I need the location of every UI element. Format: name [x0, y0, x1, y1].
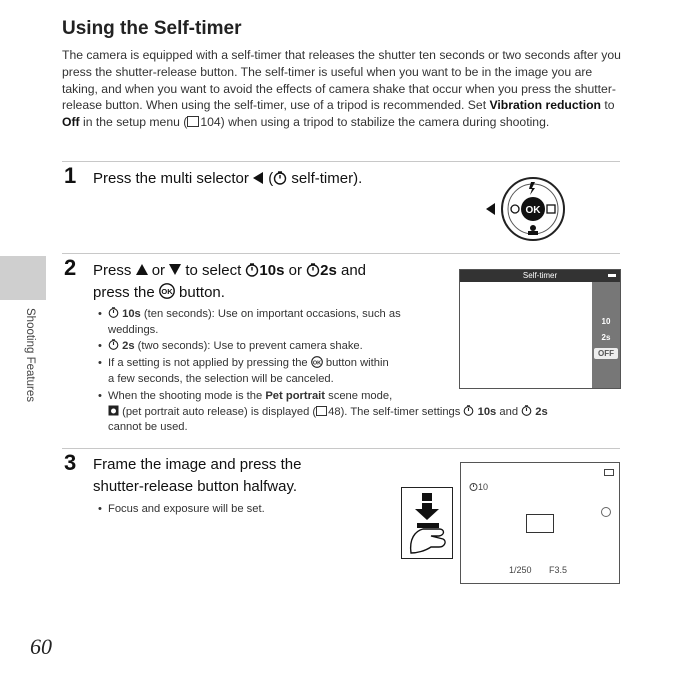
bullet-10s: • 10s (ten seconds): Use on important occasions, such as weddings. — [98, 308, 401, 336]
shutter-speed: 1/250 — [509, 565, 532, 575]
aperture-value: F3.5 — [549, 565, 568, 575]
focus-area-frame — [526, 514, 554, 533]
timer-indicator: 10 — [469, 482, 488, 492]
shooting-screen — [460, 462, 620, 584]
step-number: 2 — [64, 255, 77, 280]
divider — [62, 448, 620, 449]
step-number: 3 — [64, 450, 77, 475]
up-arrow-icon — [136, 264, 148, 275]
page-number: 60 — [30, 634, 52, 659]
shutter-halfpress-icon — [401, 487, 453, 559]
svg-text:OK: OK — [525, 205, 541, 216]
svg-text:OK: OK — [161, 287, 173, 296]
battery-icon — [608, 274, 616, 277]
self-timer-icon — [521, 405, 532, 416]
screen-title: Self-timer — [460, 270, 620, 282]
bullet-pet-portrait: • When the shooting mode is the Pet portrait scene mode, (pet portrait auto release) is displayed ( 48). The self-timer settings 10s and 2s cannot be used. — [98, 390, 548, 433]
book-icon — [316, 406, 327, 416]
self-timer-icon — [108, 339, 119, 350]
option-off: OFF — [594, 348, 618, 359]
self-timer-icon — [306, 263, 320, 277]
self-timer-icon — [245, 263, 259, 277]
self-timer-icon — [469, 482, 478, 491]
ok-button-icon — [311, 356, 323, 368]
bullet-focus: • Focus and exposure will be set. — [98, 503, 265, 515]
divider — [62, 253, 620, 254]
book-icon — [187, 116, 199, 127]
down-arrow-icon — [169, 264, 181, 275]
multi-selector-icon — [486, 176, 582, 244]
step2-text: Press or to select 10s or 2s and press the OK button. — [93, 262, 367, 301]
step1-text: Press the multi selector ( self-timer). — [93, 170, 363, 187]
svg-text:OK: OK — [312, 360, 321, 367]
self-timer-menu — [592, 282, 620, 388]
shake-icon — [601, 507, 611, 517]
option-2s: 2s — [601, 333, 611, 342]
step-number: 1 — [64, 163, 77, 188]
chapter-label: Shooting Features — [24, 308, 36, 402]
ok-button-icon — [159, 283, 175, 299]
self-timer-screen — [459, 269, 621, 389]
step3-text: Frame the image and press the shutter-release button halfway. — [93, 456, 302, 495]
left-arrow-icon — [253, 172, 264, 184]
chapter-tab — [0, 256, 46, 300]
pet-portrait-auto-release-icon — [108, 405, 119, 416]
self-timer-icon — [108, 307, 119, 318]
bullet-2s: • 2s (two seconds): Use to prevent camera shake. — [98, 340, 363, 352]
self-timer-icon — [463, 405, 474, 416]
divider — [62, 161, 620, 162]
battery-icon — [604, 469, 614, 476]
option-10s: 10 — [601, 317, 611, 326]
self-timer-icon — [273, 171, 287, 185]
bullet-cancel: • If a setting is not applied by pressing the OK button within a few seconds, the selection will be canceled. — [98, 357, 389, 385]
page-title: Using the Self-timer — [62, 18, 242, 39]
intro-paragraph: The camera is equipped with a self-timer that releases the shutter ten seconds or two seconds after you press the shutter-release button. The self-timer is useful when you want to be in the image you are taking, and when you want to avoid the effects of camera shake that occur when you press the shutter-release button. When using the self-timer, use of a tripod is recommended. Set Vibration reduction to Off in the setup menu ( 104) when using a tripod to stabilize the camera during shooting. — [62, 48, 621, 130]
